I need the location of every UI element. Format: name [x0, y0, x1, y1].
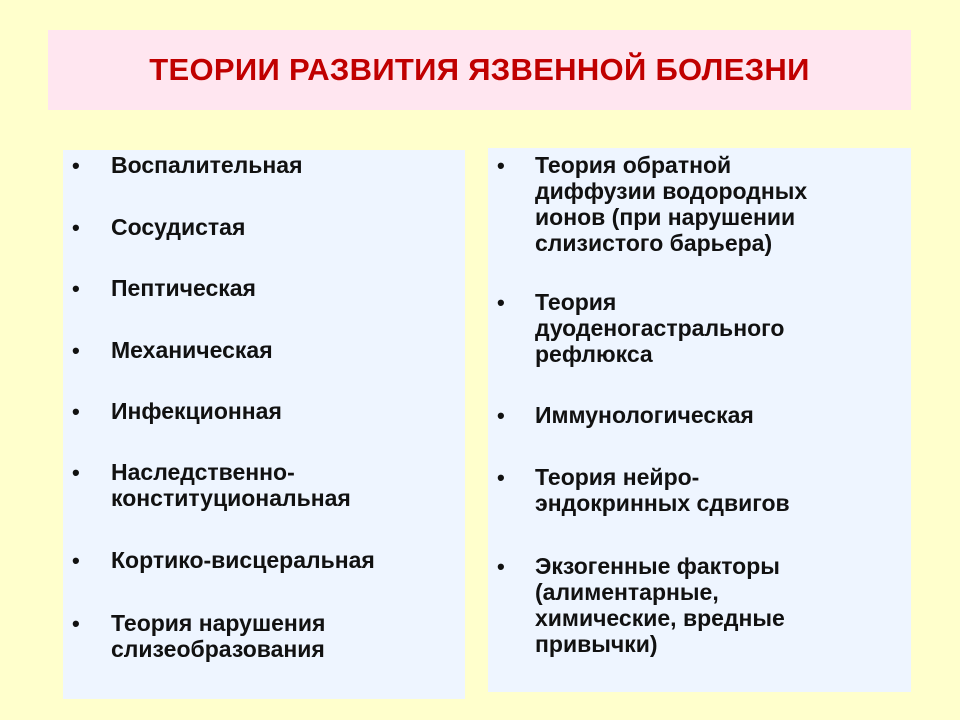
slide-title: ТЕОРИИ РАЗВИТИЯ ЯЗВЕННОЙ БОЛЕЗНИ — [149, 52, 810, 87]
list-item-left-3: Пептическая — [111, 275, 256, 301]
list-item-right-3: Иммунологическая — [535, 402, 754, 428]
list-item-left-2: Сосудистая — [111, 214, 246, 240]
list-item-right-2: Теория дуоденогастрального рефлюкса — [535, 289, 785, 367]
list-item-left-1: Воспалительная — [111, 152, 303, 178]
list-item-left-8: Теория нарушения слизеобразования — [111, 610, 326, 662]
bullet-icon: • — [497, 403, 505, 428]
bullet-icon: • — [497, 290, 505, 315]
bullet-icon: • — [497, 554, 505, 579]
bullet-icon: • — [497, 153, 505, 178]
list-item-left-6: Наследственно- конституциональная — [111, 459, 351, 511]
list-item-right-4: Теория нейро- эндокринных сдвигов — [535, 464, 790, 516]
title-banner — [48, 30, 911, 110]
list-item-right-5: Экзогенные факторы (алиментарные, химические, вредные привычки) — [535, 553, 785, 657]
bullet-icon: • — [72, 276, 80, 301]
bullet-icon: • — [497, 465, 505, 490]
bullet-icon: • — [72, 215, 80, 240]
bullet-icon: • — [72, 548, 80, 573]
bullet-icon: • — [72, 399, 80, 424]
bullet-icon: • — [72, 460, 80, 485]
bullet-icon: • — [72, 338, 80, 363]
list-item-right-1: Теория обратной диффузии водородных ионов (при нарушении слизистого барьера) — [535, 152, 808, 256]
bullet-icon: • — [72, 153, 80, 178]
list-item-left-5: Инфекционная — [111, 398, 282, 424]
list-item-left-7: Кортико-висцеральная — [111, 547, 375, 573]
bullet-icon: • — [72, 611, 80, 636]
list-item-left-4: Механическая — [111, 337, 273, 363]
